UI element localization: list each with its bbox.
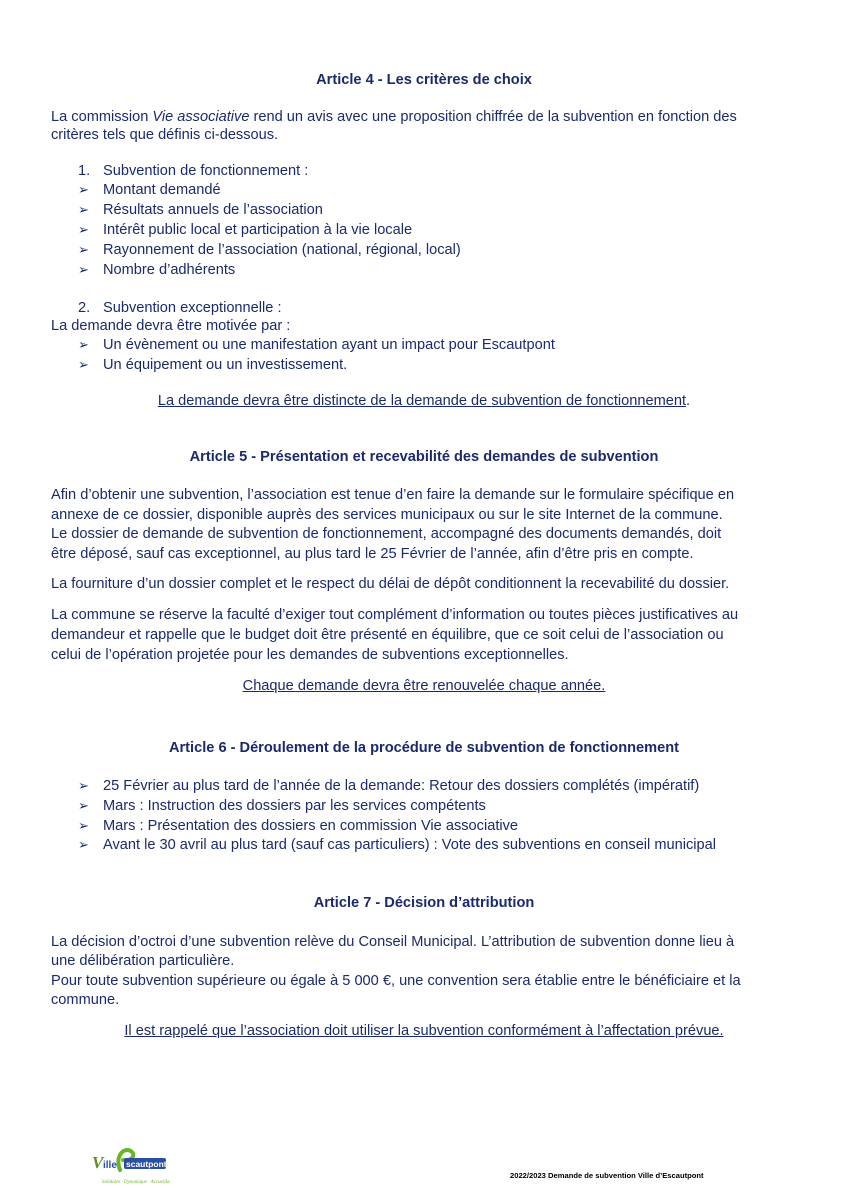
list-item — [78, 260, 235, 280]
list-item — [78, 200, 323, 220]
note-period: . — [686, 393, 691, 409]
arrow-bullet-icon: ➢ — [78, 337, 89, 352]
svg-text:scautpont: scautpont — [126, 1159, 167, 1169]
paragraph-line: Afin d’obtenir une subvention, l’association est tenue d’en faire la demande sur le formulaire spécifique en — [51, 487, 735, 503]
list-item-text: Mars : Instruction des dossiers par les services compétents — [103, 798, 486, 814]
item-2-label: Subvention exceptionnelle : — [103, 300, 282, 316]
paragraph-line: La fourniture d’un dossier complet et le respect du délai de dépôt conditionnent la recevabilité du dossier. — [51, 576, 730, 592]
logo-graphic — [90, 1144, 170, 1188]
item-1-number: 1. — [78, 163, 91, 179]
motivation-line: La demande devra être motivée par : — [51, 318, 291, 334]
ville-escautpont-logo — [90, 1144, 170, 1188]
paragraph-line: Pour toute subvention supérieure ou égale à 5 000 €, une convention sera établie entre le bénéficiaire et la — [51, 973, 741, 989]
intro-text-end: rend un avis avec une proposition chiffrée de la subvention en fonction des — [249, 109, 737, 125]
svg-text:ille: ille — [103, 1160, 117, 1171]
list-item — [78, 816, 518, 836]
article-7-note: Il est rappelé que l’association doit utiliser la subvention conformément à l’affectation prévue. — [124, 1023, 724, 1039]
paragraph-line: demandeur et rappelle que le budget doit être présenté en équilibre, que ce soit celui de l’association ou — [51, 627, 724, 643]
article-5-note: Chaque demande devra être renouvelée chaque année. — [242, 678, 606, 694]
paragraph-line: être déposé, sauf cas exceptionnel, au plus tard le 25 Février de l’année, afin d’être pris en compte. — [51, 546, 694, 562]
article-6-title: Article 6 - Déroulement de la procédure de subvention de fonctionnement — [168, 740, 680, 756]
arrow-bullet-icon: ➢ — [78, 798, 89, 813]
intro-italic: Vie associative — [152, 109, 250, 125]
paragraph-line: une délibération particulière. — [51, 953, 235, 969]
list-item-text: Un évènement ou une manifestation ayant un impact pour Escautpont — [103, 337, 555, 353]
article-7-title: Article 7 - Décision d’attribution — [313, 895, 535, 911]
item-2-number: 2. — [78, 300, 91, 316]
list-item — [78, 240, 461, 260]
paragraph-line: Le dossier de demande de subvention de fonctionnement, accompagné des documents demandés, doit — [51, 526, 722, 542]
arrow-bullet-icon: ➢ — [78, 182, 89, 197]
arrow-bullet-icon: ➢ — [78, 242, 89, 257]
list-item-text: Résultats annuels de l’association — [103, 202, 323, 218]
list-item-text: Un équipement ou un investissement. — [103, 357, 348, 373]
svg-text:V: V — [92, 1153, 104, 1172]
arrow-bullet-icon: ➢ — [78, 222, 89, 237]
footer-text: 2022/2023 Demande de subvention Ville d’Escautpont — [510, 1171, 704, 1180]
arrow-bullet-icon: ➢ — [78, 357, 89, 372]
paragraph-line: annexe de ce dossier, disponible auprès des services municipaux ou sur le site Internet de la commune. — [51, 507, 723, 523]
list-item-text: Avant le 30 avril au plus tard (sauf cas particuliers) : Vote des subventions en conseil municipal — [103, 837, 716, 853]
intro-text: La commission — [51, 109, 153, 125]
list-item-text: Rayonnement de l’association (national, régional, local) — [103, 242, 461, 258]
paragraph-line: commune. — [51, 992, 120, 1008]
list-item — [78, 355, 347, 375]
list-item — [78, 335, 555, 355]
list-item-text: Intérêt public local et participation à la vie locale — [103, 222, 413, 238]
article-4-intro-line-2: critères tels que définis ci-dessous. — [51, 127, 279, 143]
list-item — [78, 180, 221, 200]
paragraph-line: La décision d’octroi d’une subvention relève du Conseil Municipal. L’attribution de subvention donne lieu à — [51, 934, 735, 950]
list-item-text: Mars : Présentation des dossiers en commission Vie associative — [103, 818, 519, 834]
article-4-note — [0, 391, 848, 411]
paragraph-line: La commune se réserve la faculté d’exiger tout complément d’information ou toutes pièces justificatives au — [51, 607, 739, 623]
list-item-text: Montant demandé — [103, 182, 221, 198]
arrow-bullet-icon: ➢ — [78, 202, 89, 217]
arrow-bullet-icon: ➢ — [78, 837, 89, 852]
arrow-bullet-icon: ➢ — [78, 778, 89, 793]
list-item-text: Nombre d’adhérents — [103, 262, 236, 278]
list-item — [78, 220, 412, 240]
note-underlined: La demande devra être distincte de la demande de subvention de fonctionnement — [157, 393, 687, 409]
item-1-label: Subvention de fonctionnement : — [103, 163, 309, 179]
list-item-text: 25 Février au plus tard de l’année de la demande: Retour des dossiers complétés (impératif) — [103, 778, 700, 794]
arrow-bullet-icon: ➢ — [78, 818, 89, 833]
svg-text:Solidaire · Dynamique · Accuei: Solidaire · Dynamique · Accueillante — [102, 1180, 170, 1185]
paragraph-line: celui de l’opération projetée pour les demandes de subventions exceptionnelles. — [51, 647, 569, 663]
article-5-title: Article 5 - Présentation et recevabilité des demandes de subvention — [189, 449, 659, 465]
list-item — [78, 835, 716, 855]
arrow-bullet-icon: ➢ — [78, 262, 89, 277]
list-item — [78, 796, 486, 816]
article-4-title: Article 4 - Les critères de choix — [316, 72, 532, 88]
article-4-intro-line-1 — [51, 107, 737, 127]
list-item — [78, 776, 699, 796]
